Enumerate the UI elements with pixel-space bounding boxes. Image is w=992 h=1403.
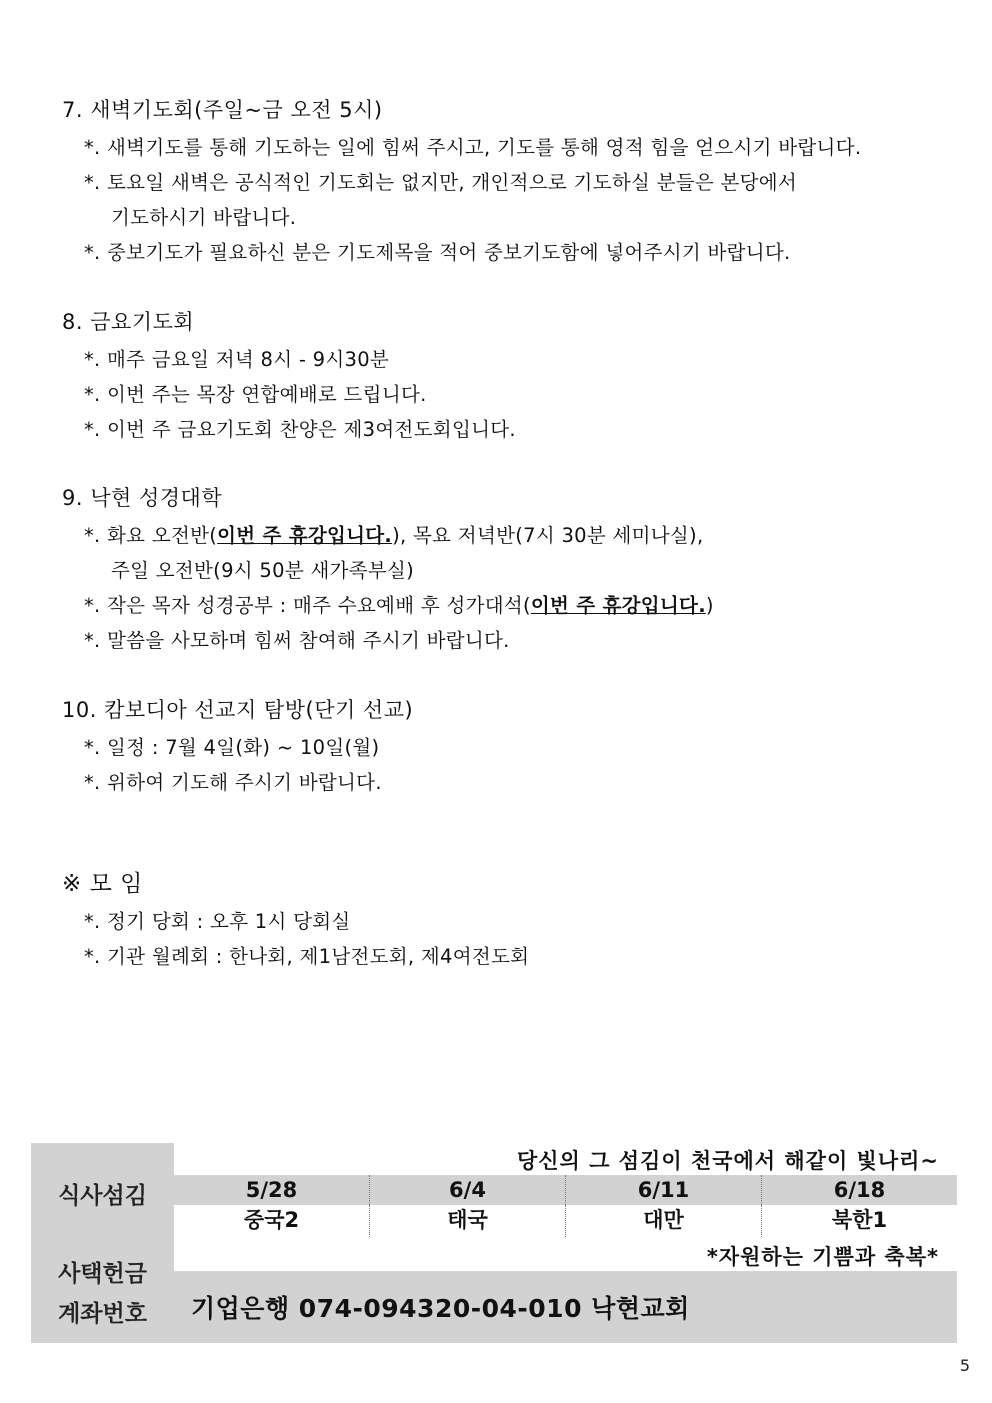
offering-label: 사택헌금 — [58, 1261, 147, 1287]
section-title: ※ 모 임 — [62, 871, 143, 897]
section-title: 7. 새벽기도회(주일~금 오전 5시) — [62, 98, 383, 122]
tagline-bar — [174, 1143, 957, 1175]
list-item: *. 말씀을 사모하며 힘써 참여해 주시기 바랍니다. — [84, 629, 510, 652]
text-fragment: *. 작은 목자 성경공부 : 매주 수요예배 후 성가대석( — [84, 594, 531, 617]
list-item: *. 이번 주는 목장 연합예배로 드립니다. — [84, 383, 427, 406]
date-cell: 6/4 — [370, 1175, 566, 1205]
list-item: *. 일정 : 7월 4일(화) ~ 10일(월) — [84, 736, 380, 759]
section-7 — [62, 96, 962, 270]
meal-service-label: 식사섬김 — [58, 1183, 147, 1209]
server-cell: 중국2 — [174, 1205, 370, 1237]
list-item: *. 정기 당회 : 오후 1시 당회실 — [84, 910, 351, 933]
service-info-panel — [31, 1143, 957, 1343]
list-item: *. 토요일 새벽은 공식적인 기도회는 없지만, 개인적으로 기도하실 분들은 본당에서 — [84, 171, 798, 194]
servers-row — [174, 1205, 957, 1238]
emphasis-text: 이번 주 휴강입니다. — [217, 524, 393, 547]
dates-row — [174, 1175, 957, 1205]
section-title: 9. 낙현 성경대학 — [62, 486, 223, 510]
list-item-continuation: 기도하시기 바랍니다. — [111, 206, 297, 229]
emphasis-text: 이번 주 휴강입니다. — [530, 594, 706, 617]
server-cell: 대만 — [566, 1205, 762, 1237]
section-title: 8. 금요기도회 — [62, 310, 195, 334]
list-item — [62, 518, 962, 553]
date-cell: 6/11 — [566, 1175, 762, 1205]
section-8 — [62, 308, 962, 447]
date-cell: 5/28 — [174, 1175, 370, 1205]
list-item: *. 매주 금요일 저녁 8시 - 9시30분 — [84, 348, 390, 371]
tagline: 당신의 그 섬김이 천국에서 해같이 빛나리~ — [516, 1149, 939, 1173]
list-item: *. 위하여 기도해 주시기 바랍니다. — [84, 771, 382, 794]
text-fragment: *. 화요 오전반( — [84, 524, 218, 547]
offering-note: *자원하는 기쁨과 축복* — [706, 1245, 939, 1269]
page-number: 5 — [959, 1356, 970, 1375]
account-number: 기업은행 074-094320-04-010 낙현교회 — [191, 1294, 690, 1323]
list-item — [62, 588, 962, 623]
list-item: *. 기관 월례회 : 한나회, 제1남전도회, 제4여전도회 — [84, 945, 530, 968]
text-fragment: ), 목요 저녁반(7시 30분 세미나실), — [392, 524, 704, 547]
list-item: *. 중보기도가 필요하신 분은 기도제목을 적어 중보기도함에 넣어주시기 바랍니다. — [84, 241, 791, 264]
date-cell: 6/18 — [833, 1178, 886, 1202]
list-item: *. 새벽기도를 통해 기도하는 일에 힘써 주시고, 기도를 통해 영적 힘을 얻으시기 바랍니다. — [84, 136, 862, 159]
server-cell: 태국 — [370, 1205, 566, 1237]
list-item: *. 이번 주 금요기도회 찬양은 제3여전도회입니다. — [84, 418, 516, 441]
account-label: 계좌번호 — [58, 1301, 147, 1327]
section-title: 10. 캄보디아 선교지 탐방(단기 선교) — [62, 698, 414, 722]
section-meetings — [62, 870, 962, 974]
list-item-continuation: 주일 오전반(9시 50분 새가족부실) — [111, 559, 415, 582]
section-10 — [62, 696, 962, 800]
text-fragment: ) — [705, 594, 714, 617]
section-9 — [62, 484, 962, 658]
server-cell: 북한1 — [831, 1208, 888, 1232]
